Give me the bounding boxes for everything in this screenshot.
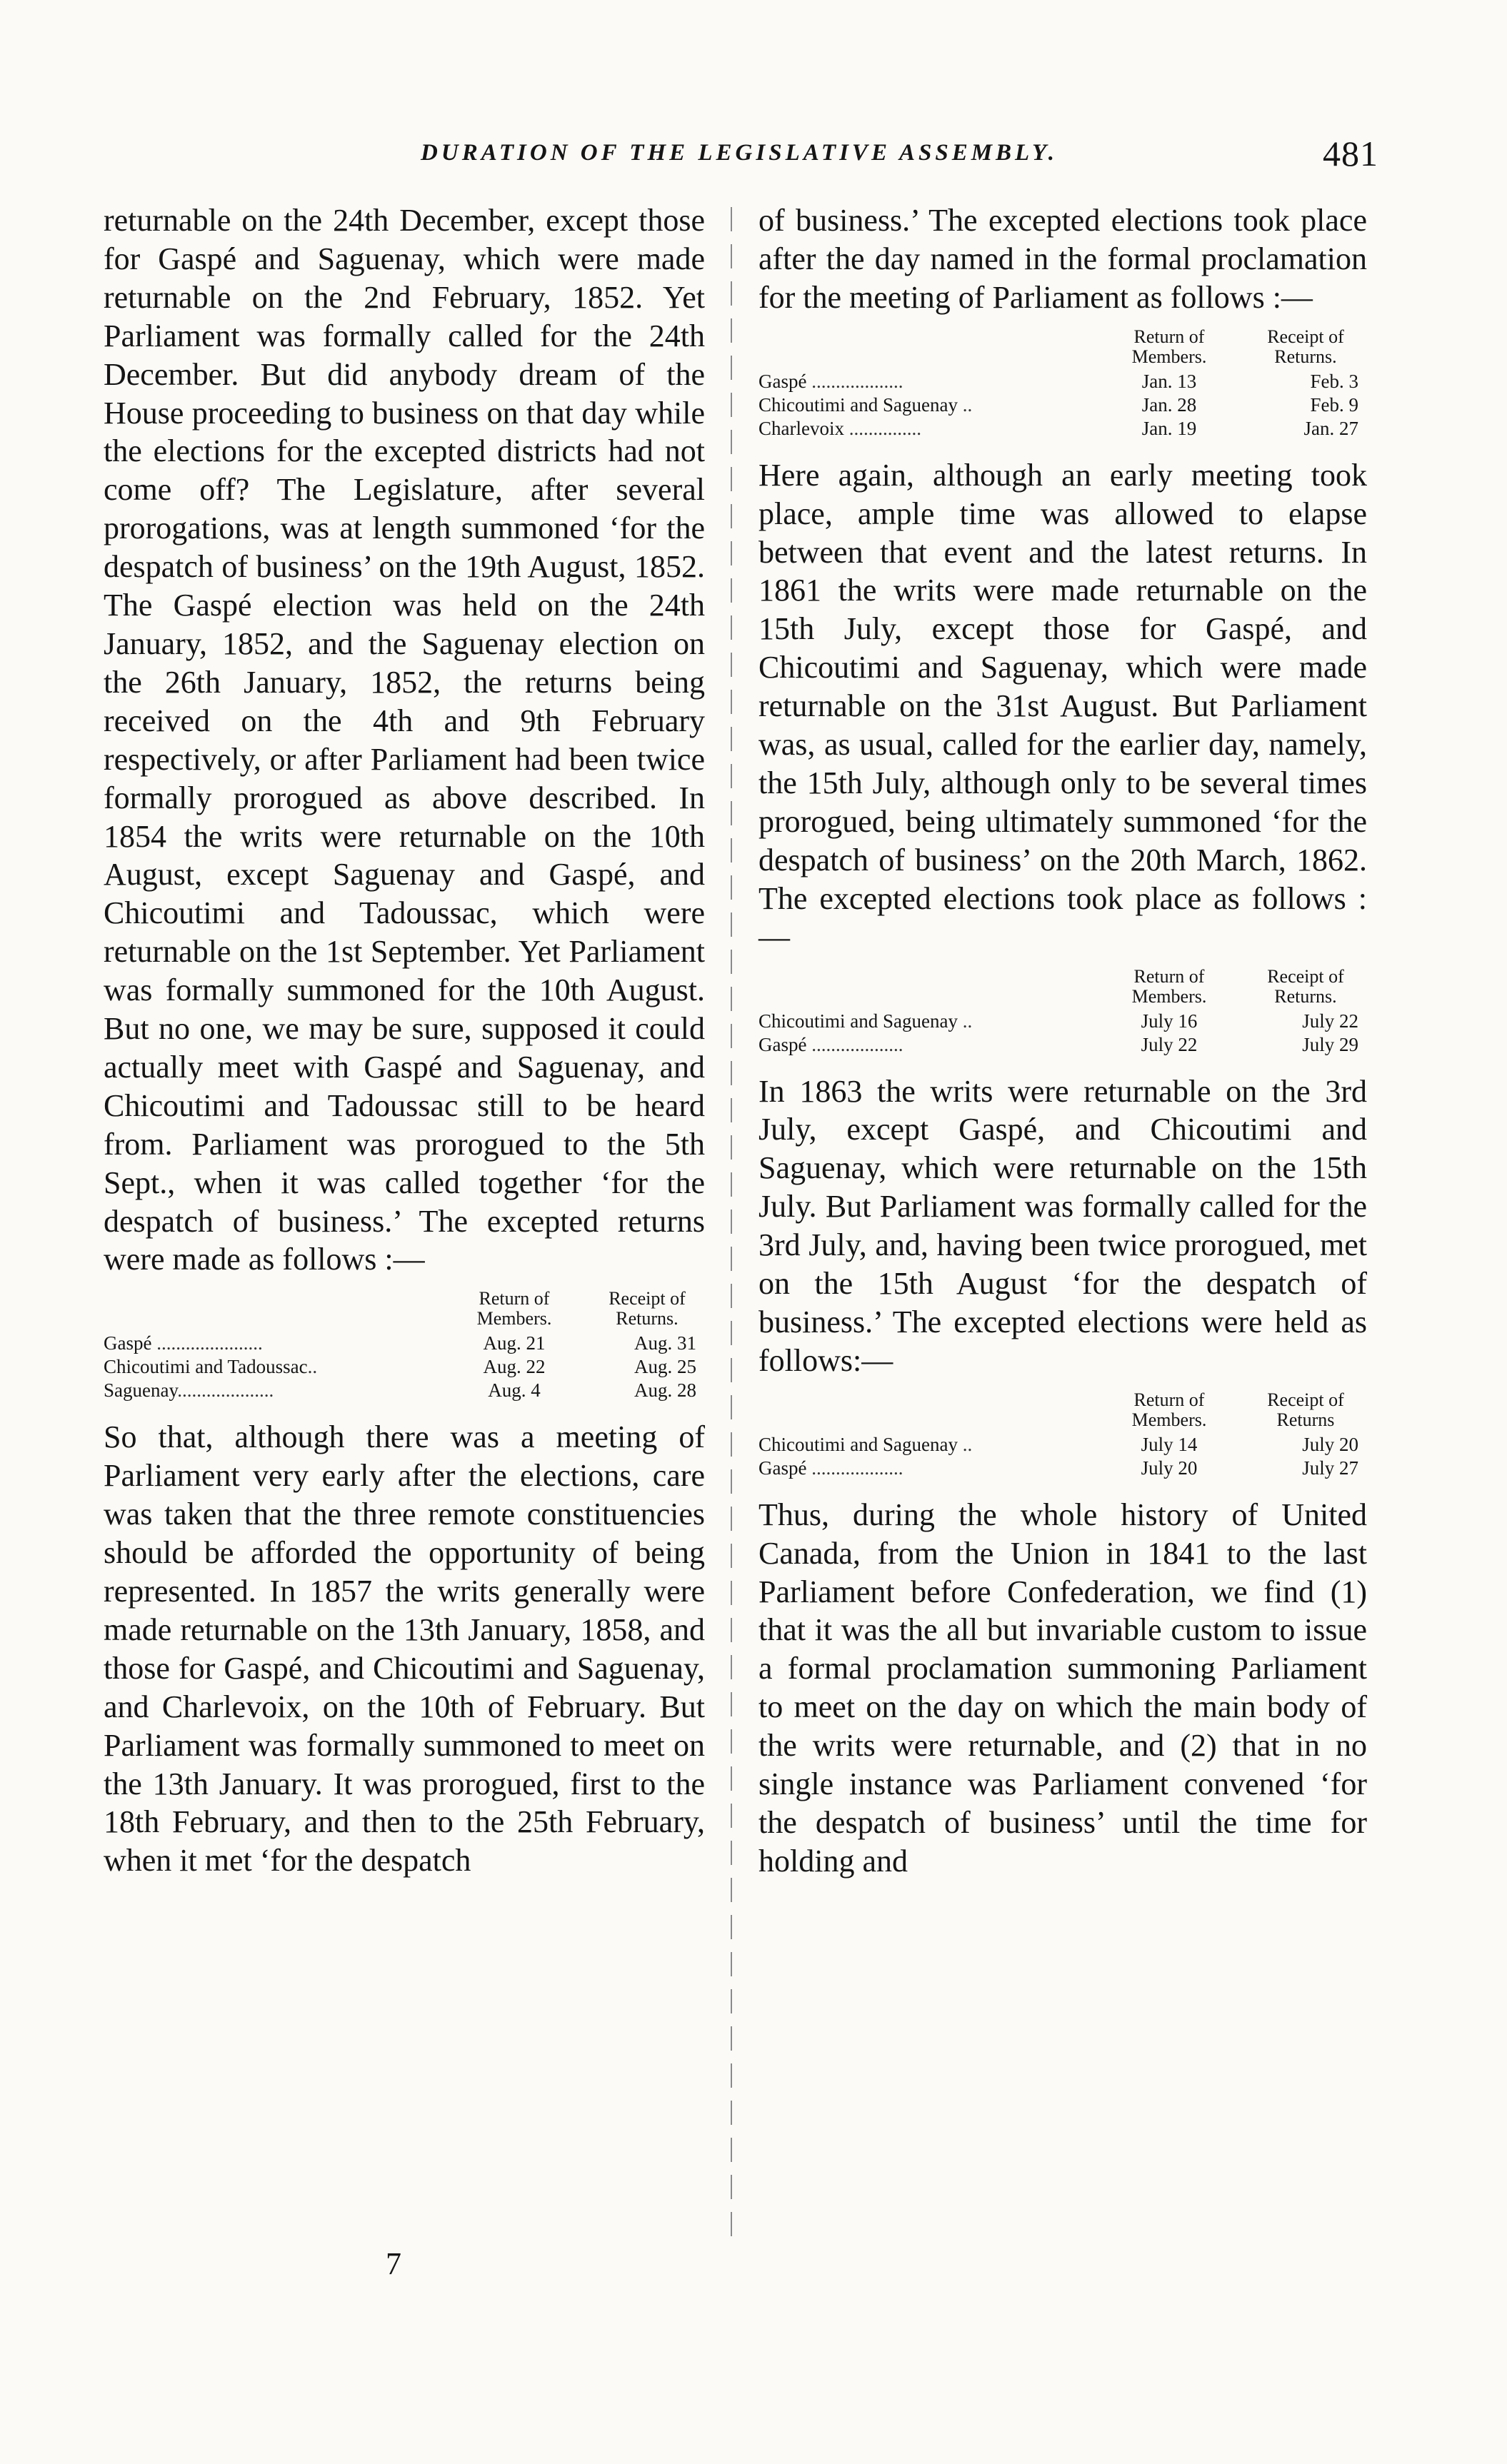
column-divider bbox=[731, 207, 732, 2249]
right-paragraph-1: of business.’ The excepted elections took place after the day named in the formal proclamation for the meeting of Parliament as follows :— bbox=[758, 203, 1367, 315]
leader-dots: ................... bbox=[811, 1033, 903, 1055]
page-number: 481 bbox=[1323, 134, 1378, 174]
table-row bbox=[758, 1033, 1367, 1057]
place-name: Saguenay bbox=[104, 1379, 178, 1402]
return-date: Aug. 22 bbox=[483, 1356, 546, 1378]
left-paragraph-1: returnable on the 24th December, except those for Gaspé and Saguenay, which were made returnable on the 2nd February, 1852. Yet Parliament was formally called for the 24th December. But did anybody dream of the House proceeding to business on that day while the elections for the excepted districts had not come off? The Legislature, after several prorogations, was at length summoned ‘for the despatch of business’ on the 19th August, 1852. The Gaspé election was held on the 24th January, 1852, and the Saguenay election on the 26th January, 1852, the returns being received on the 4th and 9th February respectively, or after Parliament had been twice formally prorogued as above described. In 1854 the writs were returnable on the 10th August, except Saguenay and Gaspé, and Chicoutimi and Tadoussac, which were returnable on the 1st September. Yet Parliament was formally summoned for the 10th August. But no one, we may be sure, supposed it could actually meet with Gaspé and Saguenay, and Chicoutimi and Tadoussac still to be heard from. Parliament was prorogued to the 5th Sept., when it was called together ‘for the despatch of business.’ The excepted returns were made as follows :— bbox=[104, 203, 705, 1277]
place-name: Gaspé bbox=[104, 1332, 152, 1354]
returns-table-1854 bbox=[104, 1289, 705, 1402]
returns-table-1861 bbox=[758, 967, 1367, 1057]
col-header-return: Return of Members. bbox=[1131, 965, 1207, 1007]
leader-dots: ...................... bbox=[156, 1332, 263, 1354]
col-header-return: Return of Members. bbox=[1131, 326, 1207, 367]
table-row bbox=[758, 417, 1367, 441]
table-row bbox=[758, 1433, 1367, 1457]
table-row bbox=[104, 1332, 705, 1355]
table-header-row bbox=[758, 327, 1367, 370]
leader-dots: .. bbox=[962, 393, 973, 416]
place-name: Charlevoix bbox=[758, 417, 844, 439]
col-header-receipt: Receipt of Returns. bbox=[1267, 965, 1344, 1007]
leader-dots: .. bbox=[307, 1356, 318, 1378]
return-date: July 14 bbox=[1141, 1433, 1198, 1455]
place-name: Chicoutimi and Saguenay bbox=[758, 1010, 958, 1032]
place-name: Gaspé bbox=[758, 1033, 807, 1055]
returns-table-1858 bbox=[758, 327, 1367, 441]
returns-table-1863 bbox=[758, 1390, 1367, 1480]
left-paragraph-2: So that, although there was a meeting of Parliament very early after the elections, care was taken that the three remote constituencies should be afforded the opportunity of being represented. In 1857 the writs generally were made returnable on the 13th January, 1858, and those for Gaspé, and Chicoutimi and Saguenay, and Charlevoix, on the 10th of February. But Parliament was formally summoned to meet on the 13th January. It was prorogued, first to the 18th February, and then to the 25th February, when it met ‘for the despatch bbox=[104, 1419, 705, 1879]
table-row bbox=[758, 1010, 1367, 1033]
leader-dots: ................... bbox=[811, 1457, 903, 1479]
right-paragraph-2: Here again, although an early meeting took place, ample time was allowed to elapse between that event and the latest returns. In 1861 the writs were made returnable on the 15th July, except those for Gaspé, and Chicoutimi and Saguenay, which were made returnable on the 31st August. But Parliament was, as usual, called for the earlier day, namely, the 15th July, although only to be several times prorogued, being ultimately summoned ‘for the despatch of business’ on the 20th March, 1862. The excepted elections took place as follows :— bbox=[758, 457, 1367, 955]
table-row bbox=[758, 370, 1367, 393]
table-row bbox=[758, 393, 1367, 417]
receipt-date: Jan. 27 bbox=[1303, 417, 1358, 439]
signature-folio: 7 bbox=[386, 2246, 401, 2281]
table-header-row bbox=[758, 967, 1367, 1010]
table-header-row bbox=[758, 1390, 1367, 1433]
receipt-date: July 29 bbox=[1302, 1033, 1358, 1055]
leader-dots: .. bbox=[962, 1433, 973, 1455]
right-paragraph-4: Thus, during the whole history of United Canada, from the Union in 1841 to the last Parliament before Confederation, we find (1) that it was the all but invariable custom to issue a formal proclamation summoning Parliament to meet on the day on which the main body of the writs were returnable, and (2) that in no single instance was Parliament convened ‘for the despatch of business’ until the time for holding and bbox=[758, 1497, 1367, 1879]
leader-dots: ............... bbox=[848, 417, 921, 439]
place-name: Gaspé bbox=[758, 370, 807, 392]
leader-dots: ................... bbox=[811, 370, 903, 392]
col-header-receipt: Receipt of Returns. bbox=[1267, 326, 1344, 367]
receipt-date: Aug. 25 bbox=[634, 1356, 696, 1378]
col-header-return: Return of Members. bbox=[476, 1288, 552, 1329]
return-date: Jan. 13 bbox=[1141, 370, 1197, 392]
return-date: July 20 bbox=[1141, 1457, 1198, 1479]
return-date: Aug. 21 bbox=[483, 1332, 546, 1354]
return-date: July 22 bbox=[1141, 1033, 1198, 1055]
running-title: DURATION OF THE LEGISLATIVE ASSEMBLY. bbox=[421, 140, 1058, 166]
place-name: Chicoutimi and Saguenay bbox=[758, 1433, 958, 1455]
leader-dots: .. bbox=[962, 1010, 973, 1032]
place-name: Gaspé bbox=[758, 1457, 807, 1479]
receipt-date: July 22 bbox=[1302, 1010, 1358, 1032]
leader-dots: .................... bbox=[177, 1379, 274, 1402]
page-header bbox=[100, 127, 1378, 177]
right-column bbox=[758, 201, 1367, 1881]
table-row bbox=[104, 1379, 705, 1402]
col-header-return: Return of Members. bbox=[1131, 1389, 1207, 1430]
return-date: July 16 bbox=[1141, 1010, 1198, 1032]
receipt-date: Aug. 31 bbox=[634, 1332, 696, 1354]
return-date: Jan. 28 bbox=[1141, 393, 1197, 416]
table-header-row bbox=[104, 1289, 705, 1332]
col-header-receipt: Receipt of Returns bbox=[1267, 1389, 1344, 1430]
receipt-date: Feb. 9 bbox=[1310, 393, 1358, 416]
right-paragraph-3: In 1863 the writs were returnable on the 3rd July, except Gaspé, and Chicoutimi and Saguenay, which were returnable on the 15th July. But Parliament was formally called for the 3rd July, and, having been twice prorogued, met on the 15th August ‘for the despatch of business.’ The excepted elections were held as follows:— bbox=[758, 1073, 1367, 1378]
receipt-date: Feb. 3 bbox=[1310, 370, 1358, 392]
return-date: Jan. 19 bbox=[1141, 417, 1197, 439]
table-row bbox=[104, 1355, 705, 1379]
col-header-receipt: Receipt of Returns. bbox=[609, 1288, 686, 1329]
place-name: Chicoutimi and Tadoussac bbox=[104, 1356, 308, 1378]
receipt-date: July 27 bbox=[1302, 1457, 1358, 1479]
left-column bbox=[104, 201, 705, 1880]
place-name: Chicoutimi and Saguenay bbox=[758, 393, 958, 416]
receipt-date: July 20 bbox=[1302, 1433, 1358, 1455]
table-row bbox=[758, 1457, 1367, 1480]
receipt-date: Aug. 28 bbox=[634, 1379, 696, 1402]
return-date: Aug. 4 bbox=[488, 1379, 541, 1402]
